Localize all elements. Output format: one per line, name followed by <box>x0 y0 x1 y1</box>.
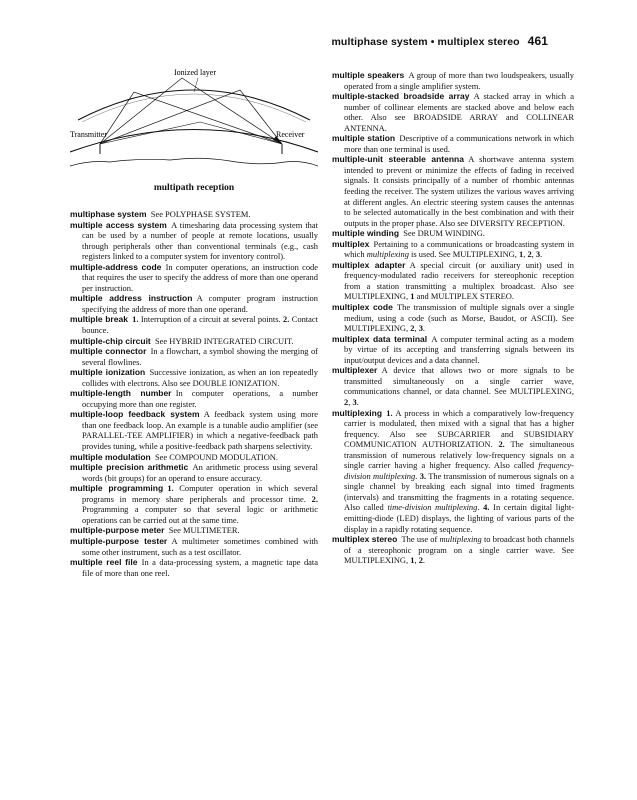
entry-term: multiple winding <box>332 228 400 239</box>
entry-term: multiplex adapter <box>332 259 406 270</box>
entry-definition: A timesharing data processing system that can be used by a number of people at remote locations, usually through peripherals other than conventional terminals (e.g., cash registers linked to a computer system for inventory control). <box>82 219 318 262</box>
entry-term: multiple-purpose meter <box>70 525 165 536</box>
entry-term: multiplex code <box>332 302 393 313</box>
entry-definition: In computer operations, a number occupying more than one register. <box>82 388 318 409</box>
dictionary-entry <box>332 260 574 302</box>
dictionary-entry <box>332 228 574 239</box>
dictionary-entry <box>70 525 318 536</box>
dictionary-entry <box>70 336 318 347</box>
entry-definition: A shortwave antenna system intended to prevent or minimize the effects of fading in received signals. It consists principally of a number of rhombic antennas feeding the receiver. The system utilizes the various waves arriving at different angles. An electric steering system causes the antennas to be selected automatically in the best combination and with their outputs in the proper phase. Also see DIVERSITY RECEPTION. <box>344 154 574 228</box>
dictionary-entry <box>70 409 318 451</box>
dictionary-entry <box>332 302 574 334</box>
dictionary-entry <box>70 262 318 294</box>
entry-term: multiple-loop feedback system <box>70 409 200 420</box>
entry-term: multiplexing <box>332 407 383 418</box>
dictionary-entry <box>70 209 318 220</box>
header-title: multiphase system • multiplex stereo <box>331 36 520 48</box>
dictionary-entry <box>332 91 574 133</box>
multipath-reception-diagram <box>70 62 318 187</box>
entry-definition: The use of multiplexing to broadcast both channels of a stereophonic program on a single carrier wave. See MULTIPLEXING, 1, 2. <box>344 534 574 566</box>
entry-term: multiple-address code <box>70 261 162 272</box>
entry-term: multiplex <box>332 238 370 249</box>
entry-definition: 1. A process in which a comparatively low-frequency carrier is modulated, then mixed with a signal that has a higher frequency. Also see SUBCARRIER and SUBSIDIARY COMMUNICATION AUTHORIZATION. 2. The simultaneous transmission of numerous relatively low-frequency signals on a single carrier having a higher frequency. Also called frequency-division multiplexing. 3. The transmission of numerous signals on a single channel by breaking each signal into timed fragments (intervals) and transmitting the fragments in a rotating sequence. Also called time-division multiplexing. 4. In certain digital light-emitting-diode (LED) displays, the lighting of various parts of the display in a rapidly rotating sequence. <box>344 407 575 534</box>
dictionary-entry <box>332 154 574 228</box>
entry-term: multiple-chip circuit <box>70 335 151 346</box>
dictionary-entry <box>70 314 318 335</box>
dictionary-entry <box>70 388 318 409</box>
entry-term: multiple modulation <box>70 451 151 462</box>
dictionary-entry <box>70 483 318 525</box>
entry-definition: A special circuit (or auxiliary unit) used in frequency-modulated radio receivers for stereophonic reception from a station transmitting a multiplex broadcast. Also see MULTIPLEXING, 1 and MULTIPLEX STEREO. <box>344 259 574 302</box>
dictionary-entry <box>332 534 574 566</box>
entry-term: multiple address instruction <box>70 293 193 304</box>
path-4 <box>100 122 282 144</box>
dictionary-entry <box>70 346 318 367</box>
entry-definition: A feedback system using more than one feedback loop. An example is a tunable audio amplifier (see PARALLEL-TEE AMPLIFIER) in which a negative-feedback path provides tuning, while a positive-feedback path sharpens selectivity. <box>82 409 318 452</box>
entry-term: multiple reel file <box>70 557 138 568</box>
dictionary-entry <box>332 408 574 535</box>
dictionary-entry <box>70 367 318 388</box>
entry-definition: A stacked array in which a number of collinear elements are stacked above and below each other. Also see BROADSIDE ARRAY and COLLINEAR ANTENNA. <box>344 91 574 133</box>
entry-term: multiple speakers <box>332 70 405 80</box>
page-number: 461 <box>527 34 548 48</box>
dictionary-entry <box>70 557 318 578</box>
dictionary-entry <box>332 70 574 91</box>
entry-term: multiple-length number <box>70 388 172 399</box>
left-column <box>70 209 318 578</box>
figure-caption: multipath reception <box>153 183 235 193</box>
entry-term: multiple precision arithmetic <box>70 462 189 473</box>
dictionary-entry <box>332 239 574 260</box>
dictionary-entry <box>332 365 574 407</box>
transmitter-label: Transmitter <box>70 130 108 139</box>
entry-definition: In a flowchart, a symbol showing the merging of several flowlines. <box>82 346 318 367</box>
dictionary-entry <box>70 462 318 483</box>
entry-term: multiple access system <box>70 219 167 230</box>
receiver-label: Receiver <box>276 130 305 139</box>
dictionary-entry <box>332 334 574 366</box>
entry-term: multiple-purpose tester <box>70 535 168 546</box>
entry-term: multiple programming <box>70 483 164 494</box>
entry-term: multiplexer <box>332 365 378 376</box>
entry-definition: Pertaining to a communications or broadcasting system in which multiplexing is used. See MULTIPLEXING, 1, 2, 3. <box>344 238 574 260</box>
entry-definition: In a data-processing system, a magnetic tape data file of more than one reel. <box>82 557 318 578</box>
entry-term: multiple-unit steerable antenna <box>332 154 464 165</box>
entry-term: multiple-stacked broadside array <box>332 91 470 102</box>
dictionary-entry <box>70 220 318 262</box>
dictionary-entry <box>70 536 318 557</box>
entry-definition: 1. Computer operation in which several programs in memory share peripherals and processor time. 2. Programming a computer so that several logic or arithmetic operations can be carried out at the same time. <box>82 483 319 525</box>
dictionary-entry <box>70 293 318 314</box>
entry-definition: See POLYPHASE SYSTEM. <box>150 209 251 219</box>
entry-definition: An arithmetic process using several words (bit groups) for an operand to ensure accuracy. <box>82 462 318 483</box>
entry-definition: See DRUM WINDING. <box>403 228 485 239</box>
entry-definition: In computer operations, an instruction code that requires the user to specify the address of more than one operand per instruction. <box>82 261 318 293</box>
right-column <box>332 70 574 566</box>
entry-definition: A computer program instruction specifying the address of more than one operand. <box>82 293 318 314</box>
entry-definition: See MULTIMETER. <box>168 525 240 536</box>
entry-term: multiple ionization <box>70 367 146 378</box>
entry-term: multiple connector <box>70 346 147 357</box>
entry-definition: Descriptive of a communications network in which more than one terminal is used. <box>344 133 574 154</box>
entry-definition: A computer terminal acting as a modem by virtue of its accepting and transferring signals between its input/output devices and a data channel. <box>344 333 574 365</box>
ionized-layer-arc <box>78 90 310 120</box>
entry-term: multiple station <box>332 133 396 144</box>
dictionary-entry <box>70 452 318 463</box>
entry-term: multiplex data terminal <box>332 333 428 344</box>
entry-definition: The transmission of multiple signals over a single medium, using a code (such as Morse, Baudot, or ASCII). See MULTIPLEXING, 2, 3. <box>344 302 574 334</box>
entry-definition: See HYBRID INTEGRATED CIRCUIT. <box>154 335 294 346</box>
entry-definition: A group of more than two loudspeakers, usually operated from a single amplifier system. <box>344 70 574 91</box>
terrain-line <box>70 158 318 166</box>
entry-term: multiphase system <box>70 209 147 219</box>
entry-definition: 1. Interruption of a circuit at several points. 2. Contact bounce. <box>82 314 318 336</box>
ionized-layer-label: Ionized layer <box>174 68 216 77</box>
dictionary-entry <box>332 133 574 154</box>
entry-definition: A multimeter sometimes combined with some other instrument, such as a test oscillator. <box>82 535 318 557</box>
entry-definition: See COMPOUND MODULATION. <box>154 451 279 462</box>
entry-term: multiplex stereo <box>332 534 398 545</box>
running-header <box>332 34 549 48</box>
entry-definition: Successive ionization, as when an ion repeatedly collides with electrons. Also see DOUBLE IONIZATION. <box>82 367 318 388</box>
entry-definition: A device that allows two or more signals to be transmitted simultaneously on a single carrier wave, communications channel, or data channel. See MULTIPLEXING, 2, 3. <box>344 365 574 407</box>
entry-term: multiple break <box>70 314 128 325</box>
